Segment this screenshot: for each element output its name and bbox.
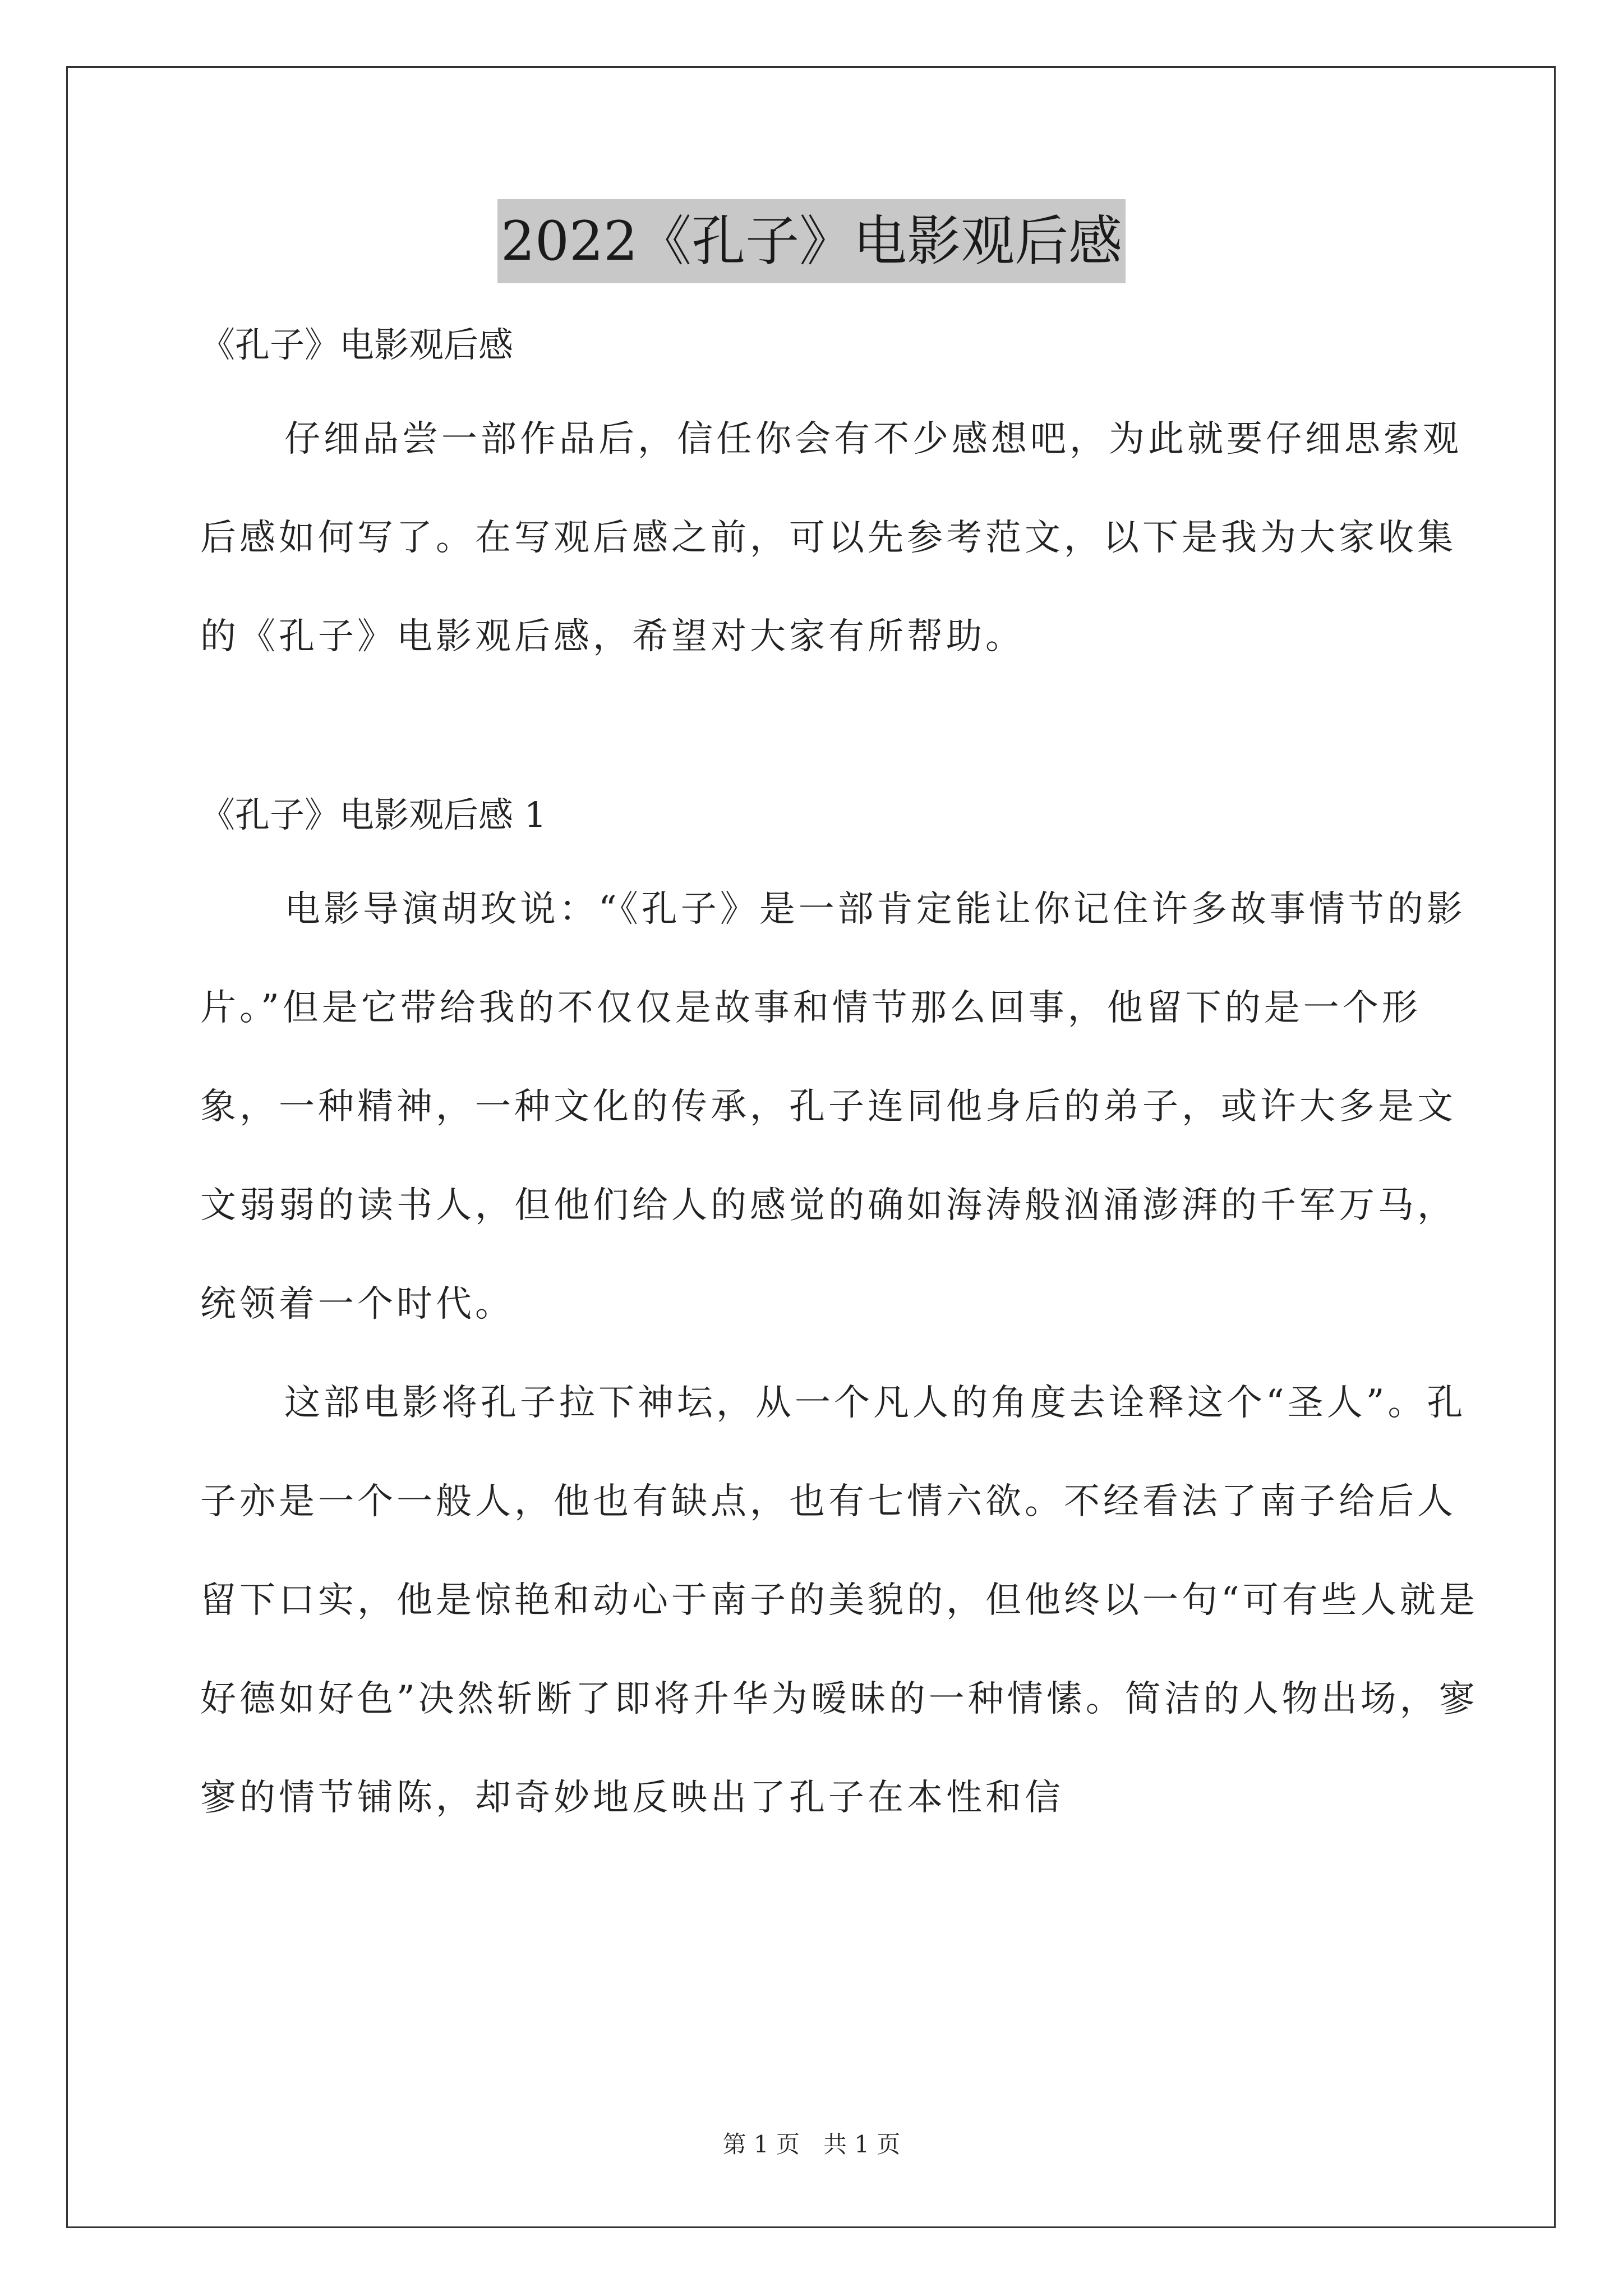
section-spacer: [200, 686, 1490, 770]
body-paragraph[interactable]: 电影导演胡玫说：“《孔子》是一部肯定能让你记住许多故事情节的影片。”但是它带给我的不仅仅是故事和情节那么回事，他留下的是一个形象，一种精神，一种文化的传承，孔子连同他身后的弟子，或许大多是文文弱弱的读书人，但他们给人的感觉的确如海涛般汹涌澎湃的千军万马，统领着一个时代。: [200, 889, 1466, 1325]
intro-paragraph[interactable]: 仔细品尝一部作品后，信任你会有不少感想吧，为此就要仔细思索观后感如何写了。在写观后感之前，可以先参考范文，以下是我为大家收集的《孔子》电影观后感，希望对大家有所帮助。: [200, 418, 1462, 657]
section-heading[interactable]: 《孔子》电影观后感 1: [200, 794, 547, 835]
document-title[interactable]: 2022《孔子》电影观后感: [497, 199, 1126, 283]
body-paragraph[interactable]: 这部电影将孔子拉下神坛，从一个凡人的角度去诠释这个“圣人”。孔子亦是一个一般人，他也有缺点，也有七情六欲。不经看法了南子给后人留下口实，他是惊艳和动心于南子的美貌的，但他终以一句“可有些人就是好德如好色”决然斩断了即将升华为暧昧的一种情愫。简洁的人物出场，寥寥的情节铺陈，却奇妙地反映出了孔子在本性和信: [200, 1382, 1478, 1819]
title-container: [0, 199, 1623, 283]
intro-heading[interactable]: 《孔子》电影观后感: [200, 324, 514, 365]
page-footer: 第 1 页 共 1 页: [722, 2131, 901, 2158]
document-body: [200, 300, 1490, 1847]
